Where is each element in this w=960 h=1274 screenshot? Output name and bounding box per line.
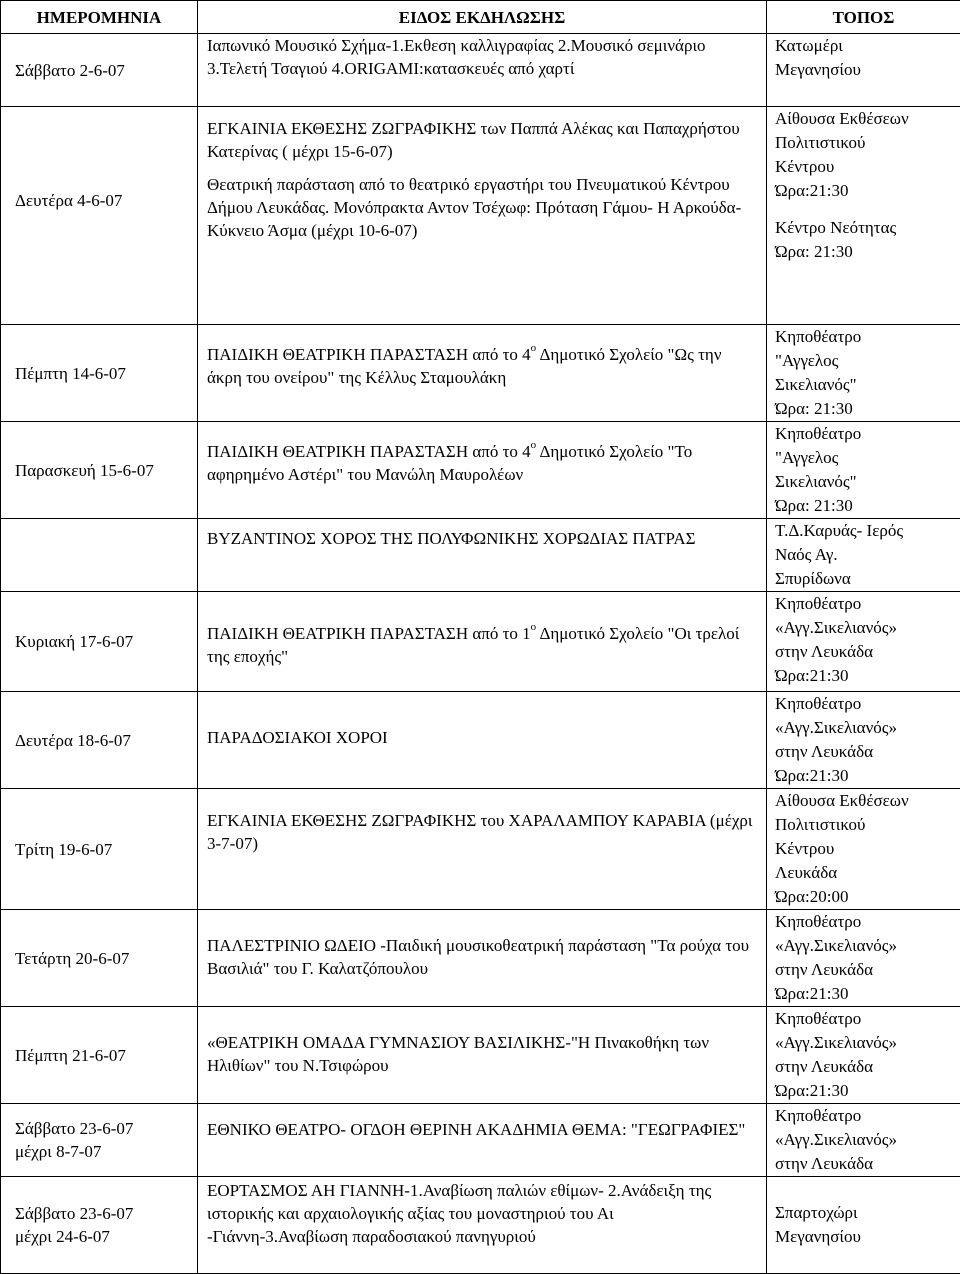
place-line: «Αγγ.Σικελιανός» [775,934,952,957]
place-cell [767,1177,960,1274]
date-cell: Πέμπτη 21-6-07 [1,1007,198,1104]
event-cell [198,910,767,1007]
place-line: Κέντρου [775,155,952,178]
event-cell [198,789,767,910]
event-text: ΠΑΡΑΔΟΣΙΑΚΟΙ ΧΟΡΟΙ [207,726,758,749]
event-text: Ιαπωνικό Μουσικό Σχήμα-1.Εκθεση καλλιγραφίας 2.Μουσικό σεμινάριο 3.Τελετή Τσαγιού 4.ORIGAMI:κατασκευές από χαρτί [207,34,758,80]
event-cell [198,34,767,107]
event-text: ΠΑΛΕΣΤΡΙΝΙΟ ΩΔΕΙΟ -Παιδική μουσικοθεατρική παράσταση "Τα ρούχα του Βασιλιά" του Γ. Καλατζόπουλου [207,934,758,980]
place-line: στην Λευκάδα [775,740,952,763]
place-line: Κατωμέρι [775,34,952,57]
place-line: «Αγγ.Σικελιανός» [775,716,952,739]
event-text: ΠΑΙΔΙΚΗ ΘΕΑΤΡΙΚΗ ΠΑΡΑΣΤΑΣΗ από το $4^o$ Δημοτικό Σχολείο "Ως την άκρη του ονείρου" της Κέλλυς Σταμουλάκη [207,343,758,389]
place-line: «Αγγ.Σικελιανός» [775,616,952,639]
place-line: Ώρα: 21:30 [775,397,952,420]
place-line: "Αγγελος [775,349,952,372]
date-cell: Δευτέρα 4-6-07 [1,107,198,325]
event-text: ΕΟΡΤΑΣΜΟΣ ΑΗ ΓΙΑΝΝΗ-1.Αναβίωση παλιών εθίμων- 2.Ανάδειξη της ιστορικής και αρχαιολογικής αξίας του μοναστηριού του Αι -Γιάννη-3.Αναβίωση παραδοσιακού πανηγυριού [207,1179,758,1248]
place-line: Σικελιανός" [775,470,952,493]
event-text: ΠΑΙΔΙΚΗ ΘΕΑΤΡΙΚΗ ΠΑΡΑΣΤΑΣΗ από το $4^o$ Δημοτικό Σχολείο "Το αφηρημένο Αστέρι" του Μανώλη Μαυρολέων [207,440,758,486]
event-cell [198,422,767,519]
table-row [1,34,960,107]
event-text: ΕΘΝΙΚΟ ΘΕΑΤΡΟ- ΟΓΔΟΗ ΘΕΡΙΝΗ ΑΚΑΔΗΜΙΑ ΘΕΜΑ: "ΓΕΩΓΡΑΦΙΕΣ" [207,1118,758,1141]
date-cell: Σάββατο 2-6-07 [1,34,198,107]
date-cell [1,1177,198,1274]
table-row [1,1177,960,1274]
date-line: Σάββατο 23-6-07 [15,1202,189,1225]
place-line: Ώρα:21:30 [775,179,952,202]
place-line: Κέντρο Νεότητας [775,216,952,239]
place-line: Μεγανησίου [775,1225,952,1248]
place-line: Πολιτιστικού [775,131,952,154]
table-row [1,692,960,789]
place-cell [767,789,960,910]
header-place: ΤΟΠΟΣ [767,1,960,34]
date-cell: Κυριακή 17-6-07 [1,592,198,692]
place-line: Κηποθέατρο [775,592,952,615]
place-line: Ώρα: 21:30 [775,494,952,517]
event-text: ΕΓΚΑΙΝΙΑ ΕΚΘΕΣΗΣ ΖΩΓΡΑΦΙΚΗΣ των Παππά Αλέκας και Παπαχρήστου Κατερίνας ( μέχρι 15-6-07) [207,117,758,163]
place-line: Αίθουσα Εκθέσεων [775,107,952,130]
place-line: Σπυρίδωνα [775,567,952,590]
place-cell [767,519,960,592]
date-cell [1,1104,198,1177]
place-cell [767,422,960,519]
place-line: Κηποθέατρο [775,1104,952,1127]
date-cell: Δευτέρα 18-6-07 [1,692,198,789]
date-cell: Πέμπτη 14-6-07 [1,325,198,422]
place-line: Ώρα:20:00 [775,885,952,908]
place-cell [767,107,960,325]
event-cell [198,592,767,692]
date-line: Σάββατο 23-6-07 [15,1117,189,1140]
place-line: Κηποθέατρο [775,910,952,933]
event-cell [198,107,767,325]
place-line: Μεγανησίου [775,58,952,81]
place-line: στην Λευκάδα [775,1152,952,1175]
event-text: «ΘΕΑΤΡΙΚΗ ΟΜΑΔΑ ΓΥΜΝΑΣΙΟΥ ΒΑΣΙΛΙΚΗΣ-"Η Πινακοθήκη των Ηλιθίων" του Ν.Τσιφώρου [207,1031,758,1077]
place-cell [767,325,960,422]
place-line: Κηποθέατρο [775,325,952,348]
place-line: Λευκάδα [775,861,952,884]
place-line: Κέντρου [775,837,952,860]
table-row [1,1007,960,1104]
place-line: «Αγγ.Σικελιανός» [775,1128,952,1151]
place-cell [767,592,960,692]
table-row [1,910,960,1007]
date-cell [1,519,198,592]
event-cell [198,325,767,422]
place-cell [767,1104,960,1177]
place-line: Ώρα:21:30 [775,664,952,687]
table-row [1,789,960,910]
place-line: "Αγγελος [775,446,952,469]
date-cell: Τρίτη 19-6-07 [1,789,198,910]
event-cell [198,1177,767,1274]
event-text: ΕΓΚΑΙΝΙΑ ΕΚΘΕΣΗΣ ΖΩΓΡΑΦΙΚΗΣ του ΧΑΡΑΛΑΜΠΟΥ ΚΑΡΑΒΙΑ (μέχρι 3-7-07) [207,809,758,855]
place-line: Πολιτιστικού [775,813,952,836]
place-line: Σικελιανός" [775,373,952,396]
table-row [1,422,960,519]
place-cell [767,34,960,107]
date-line: μέχρι 24-6-07 [15,1225,189,1248]
table-row [1,107,960,325]
place-line: Ναός Αγ. [775,543,952,566]
event-text: Θεατρική παράσταση από το θεατρικό εργαστήρι του Πνευματικού Κέντρου Δήμου Λευκάδας. Μονόπρακτα Αντον Τσέχωφ: Πρόταση Γάμου- Η Αρκούδα- Κύκνειο Άσμα (μέχρι 10-6-07) [207,173,758,242]
header-event: ΕΙΔΟΣ ΕΚΔΗΛΩΣΗΣ [198,1,767,34]
date-cell: Τετάρτη 20-6-07 [1,910,198,1007]
event-text: ΒΥΖΑΝΤΙΝΟΣ ΧΟΡΟΣ ΤΗΣ ΠΟΛΥΦΩΝΙΚΗΣ ΧΟΡΩΔΙΑΣ ΠΑΤΡΑΣ [207,527,758,550]
event-cell [198,1104,767,1177]
place-line: Ώρα:21:30 [775,1079,952,1102]
place-line: Κηποθέατρο [775,692,952,715]
place-cell [767,692,960,789]
place-line: Αίθουσα Εκθέσεων [775,789,952,812]
place-line: Κηποθέατρο [775,422,952,445]
date-cell: Παρασκευή 15-6-07 [1,422,198,519]
table-row [1,519,960,592]
header-row [1,1,960,34]
place-line: Τ.Δ.Καρυάς- Ιερός [775,519,952,542]
place-line: Ώρα: 21:30 [775,240,952,263]
place-line: «Αγγ.Σικελιανός» [775,1031,952,1054]
event-text: ΠΑΙΔΙΚΗ ΘΕΑΤΡΙΚΗ ΠΑΡΑΣΤΑΣΗ από το $1^o$ Δημοτικό Σχολείο "Οι τρελοί της εποχής" [207,622,758,668]
place-line: στην Λευκάδα [775,640,952,663]
place-cell [767,910,960,1007]
date-line: μέχρι 8-7-07 [15,1140,189,1163]
event-cell [198,1007,767,1104]
place-line: Κηποθέατρο [775,1007,952,1030]
place-line: στην Λευκάδα [775,958,952,981]
place-cell [767,1007,960,1104]
event-cell [198,692,767,789]
table-row [1,325,960,422]
place-line: Ώρα:21:30 [775,764,952,787]
place-line: στην Λευκάδα [775,1055,952,1078]
place-line: Ώρα:21:30 [775,982,952,1005]
table-row [1,592,960,692]
place-line: Σπαρτοχώρι [775,1201,952,1224]
table-row [1,1104,960,1177]
header-date: ΗΜΕΡΟΜΗΝΙΑ [1,1,198,34]
event-cell [198,519,767,592]
